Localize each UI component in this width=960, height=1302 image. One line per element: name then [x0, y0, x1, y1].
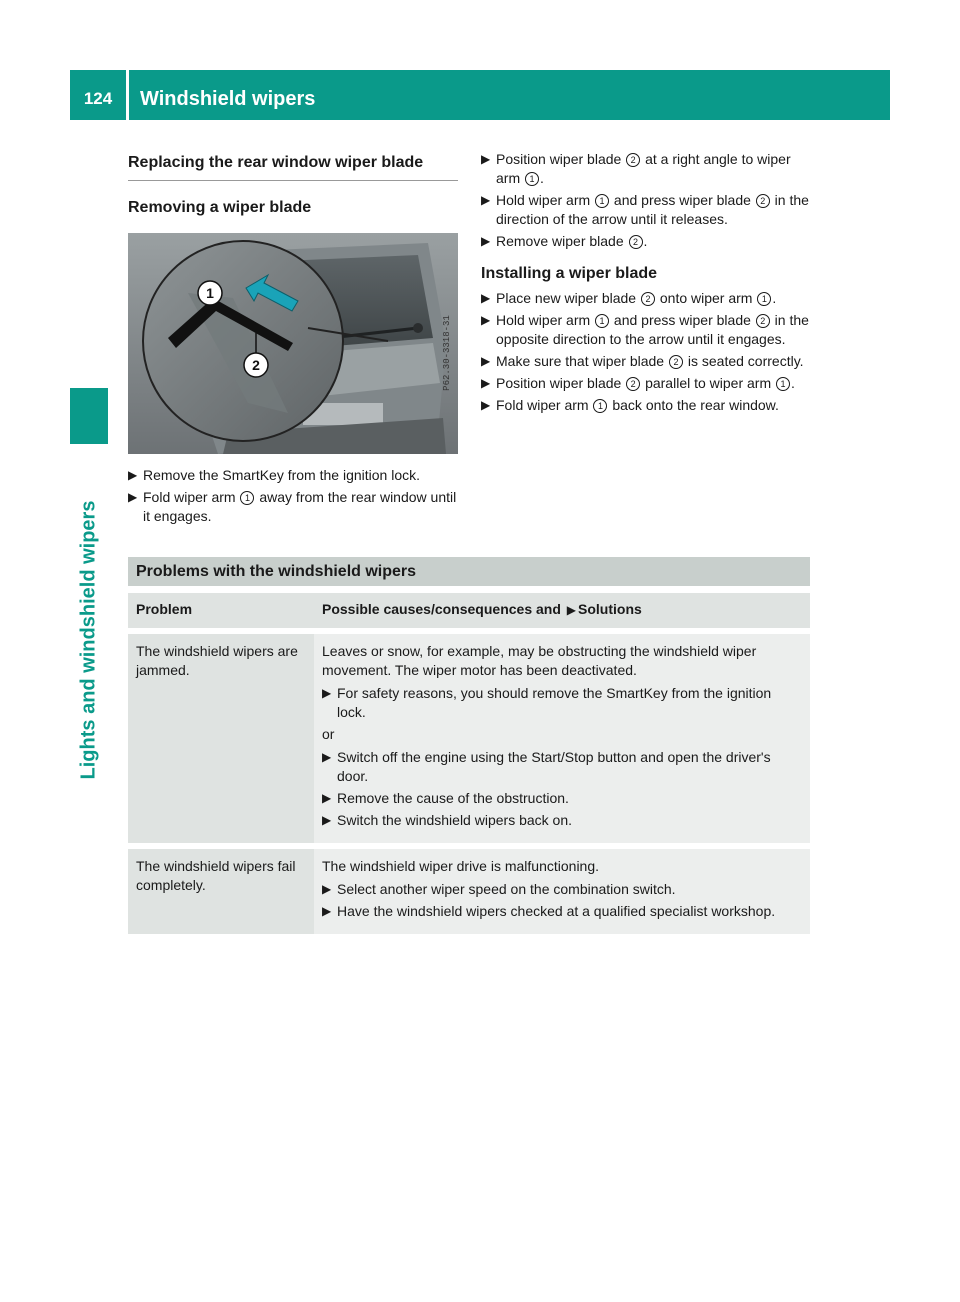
- list-item: [322, 880, 803, 899]
- problems-section: [128, 557, 810, 934]
- step-arrow-icon: ▶: [481, 398, 491, 412]
- callout-2-label: 2: [252, 357, 260, 373]
- step-text: Switch off the engine using the Start/Stop button and open the driver's door.: [337, 749, 771, 784]
- step-text: Remove the SmartKey from the ignition lock.: [143, 467, 421, 483]
- cause-text: Leaves or snow, for example, may be obstructing the windshield wiper movement. The wiper motor has been deactivated.: [322, 643, 757, 678]
- step-text: .: [540, 170, 544, 186]
- callout-icon: 1: [525, 172, 539, 186]
- step-text: Fold wiper arm: [143, 489, 240, 505]
- step-text: Place new wiper blade: [496, 290, 640, 306]
- step-arrow-icon: ▶: [322, 750, 332, 764]
- step-text: .: [791, 375, 795, 391]
- left-column: [128, 150, 458, 529]
- solution-cell: [314, 849, 810, 934]
- step-arrow-icon: ▶: [481, 313, 491, 327]
- column-header-solutions: [314, 593, 810, 628]
- page-number: 124: [83, 89, 113, 108]
- removing-subtitle: Removing a wiper blade: [128, 199, 312, 216]
- column-header-text: Solutions: [578, 601, 642, 617]
- list-item: [481, 232, 813, 251]
- problem-cell: The windshield wipers are jammed.: [128, 634, 314, 843]
- list-item: [481, 150, 813, 188]
- callout-icon: 2: [756, 194, 770, 208]
- step-text: in the direction of the arrow until it releases.: [496, 192, 809, 227]
- problem-cell: The windshield wipers fail completely.: [128, 849, 314, 934]
- problems-table: [128, 593, 810, 934]
- page-header: [70, 70, 890, 120]
- list-item: [481, 289, 813, 308]
- callout-1-label: 1: [206, 285, 214, 301]
- step-text: at a right angle to wiper arm: [496, 151, 791, 186]
- chapter-tab: [70, 388, 108, 444]
- step-arrow-icon: ▶: [481, 152, 491, 166]
- step-arrow-icon: ▶: [128, 490, 138, 504]
- callout-icon: 2: [626, 153, 640, 167]
- step-arrow-icon: ▶: [481, 193, 491, 207]
- list-item: [322, 748, 803, 786]
- callout-icon: 2: [756, 314, 770, 328]
- table-header-row: [128, 593, 810, 628]
- step-arrow-icon: ▶: [322, 904, 332, 918]
- header-divider: [126, 70, 129, 120]
- callout-icon: 2: [641, 292, 655, 306]
- step-text: .: [643, 233, 648, 249]
- chapter-label-text: Lights and windshield wipers: [77, 500, 100, 780]
- step-text: back onto the rear window.: [608, 397, 779, 413]
- rear-window-wiper-illustration: [128, 233, 458, 454]
- table-row: [128, 849, 810, 934]
- step-text: For safety reasons, you should remove the SmartKey from the ignition lock.: [337, 685, 772, 720]
- table-row: [128, 634, 810, 843]
- cause-text: The windshield wiper drive is malfunctioning.: [322, 858, 600, 874]
- step-text: .: [772, 290, 777, 306]
- step-text: away from the rear window until it engages.: [143, 489, 457, 524]
- installing-subtitle: Installing a wiper blade: [481, 265, 658, 282]
- step-arrow-icon: ▶: [481, 291, 491, 305]
- step-text: Hold wiper arm: [496, 192, 595, 208]
- step-text: parallel to wiper arm: [641, 375, 776, 391]
- list-item: [128, 488, 458, 526]
- step-arrow-icon: ▶: [322, 882, 332, 896]
- chapter-label: [70, 455, 108, 825]
- removing-steps-right: [481, 150, 813, 251]
- callout-icon: 2: [629, 235, 643, 249]
- callout-icon: 2: [626, 377, 640, 391]
- step-text: Remove wiper blade: [496, 233, 628, 249]
- step-text: and press wiper blade: [610, 312, 755, 328]
- step-text: in the opposite direction to the arrow until it engages.: [496, 312, 809, 347]
- step-text: Switch the windshield wipers back on.: [337, 812, 573, 828]
- problems-title: Problems with the windshield wipers: [128, 557, 810, 586]
- list-item: [481, 396, 813, 415]
- figure-code-text: P62.30-3318-31: [442, 315, 452, 391]
- list-item: [481, 191, 813, 229]
- right-column: [481, 150, 813, 418]
- column-header-text: Possible causes/consequences and: [322, 601, 561, 617]
- column-header-problem: Problem: [128, 593, 314, 628]
- step-arrow-icon: ▶: [481, 354, 491, 368]
- step-text: Hold wiper arm: [496, 312, 595, 328]
- list-item: [322, 789, 803, 808]
- step-text: onto wiper arm: [655, 290, 757, 306]
- step-arrow-icon: ▶: [481, 234, 491, 248]
- figure-code: [440, 263, 454, 443]
- step-text: Position wiper blade: [496, 375, 626, 391]
- solution-cell: [314, 634, 810, 843]
- installing-steps: [481, 289, 813, 415]
- step-text: Make sure that wiper blade: [496, 353, 668, 369]
- list-item: [481, 311, 813, 349]
- step-text: Position wiper blade: [496, 151, 626, 167]
- step-text: Remove the cause of the obstruction.: [337, 790, 569, 806]
- solution-steps: [322, 880, 803, 921]
- callout-icon: 1: [240, 491, 254, 505]
- callout-icon: 1: [595, 314, 609, 328]
- page-title: Windshield wipers: [140, 88, 316, 110]
- step-text: Fold wiper arm: [496, 397, 593, 413]
- list-item: [481, 352, 813, 371]
- callout-icon: 2: [669, 355, 683, 369]
- step-text: is seated correctly.: [683, 353, 804, 369]
- step-text: Have the windshield wipers checked at a qualified specialist workshop.: [337, 903, 776, 919]
- step-text: Select another wiper speed on the combination switch.: [337, 881, 676, 897]
- solution-steps: [322, 684, 803, 722]
- list-item: [322, 811, 803, 830]
- callout-icon: 1: [757, 292, 771, 306]
- step-text: and press wiper blade: [610, 192, 755, 208]
- step-arrow-icon: ▶: [566, 603, 577, 617]
- callout-icon: 1: [776, 377, 790, 391]
- callout-icon: 1: [595, 194, 609, 208]
- list-item: [322, 902, 803, 921]
- removing-steps-left: [128, 466, 458, 526]
- or-text: or: [322, 726, 335, 742]
- step-arrow-icon: ▶: [322, 813, 332, 827]
- step-arrow-icon: ▶: [322, 791, 332, 805]
- callout-icon: 1: [593, 399, 607, 413]
- solution-steps: [322, 748, 803, 830]
- section-title: Replacing the rear window wiper blade: [128, 150, 458, 181]
- step-arrow-icon: ▶: [128, 468, 138, 482]
- step-arrow-icon: ▶: [481, 376, 491, 390]
- wiper-figure: [128, 233, 458, 454]
- step-arrow-icon: ▶: [322, 686, 332, 700]
- list-item: [481, 374, 813, 393]
- list-item: [128, 466, 458, 485]
- list-item: [322, 684, 803, 722]
